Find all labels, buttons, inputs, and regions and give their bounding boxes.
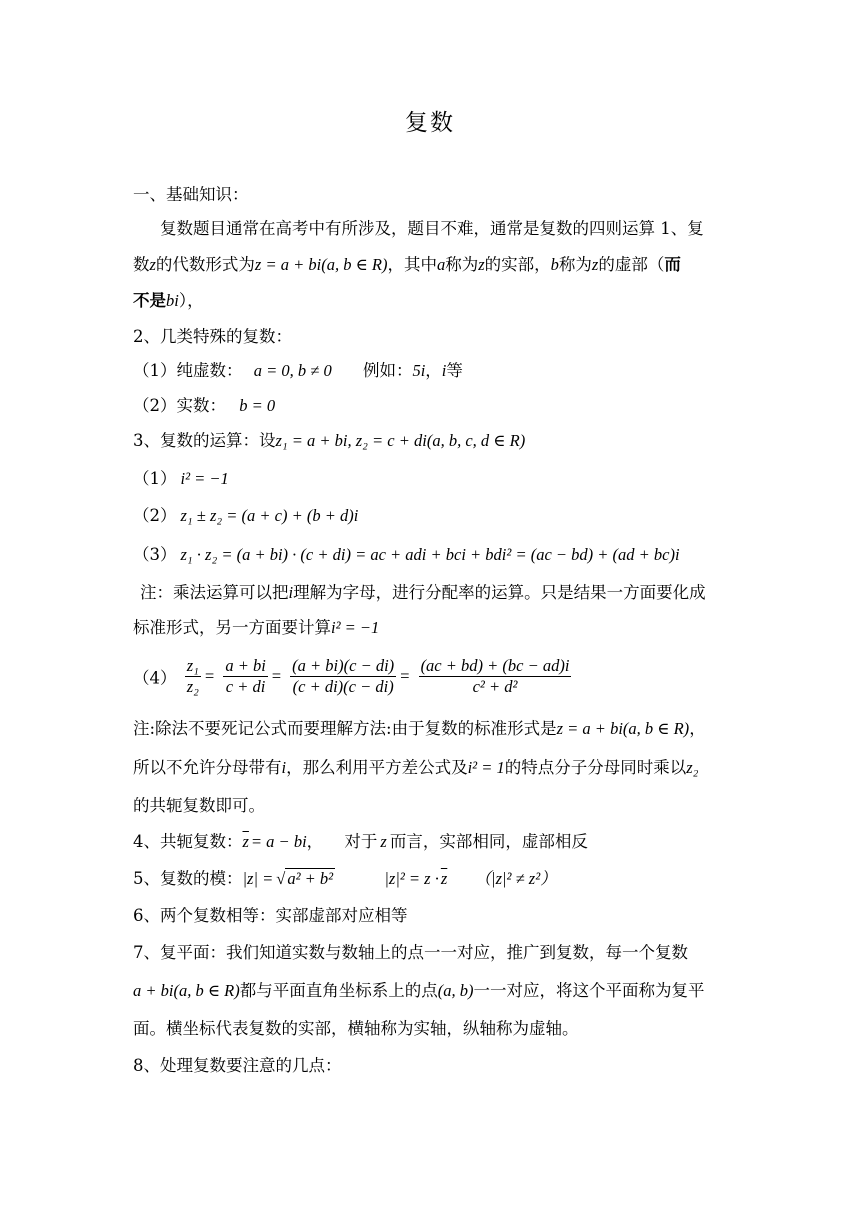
- complex-plane-line2: a + bi(a, b ∈ R)都与平面直角坐标系上的点(a, b)一一对应，将这个平面称为复平: [133, 981, 705, 1000]
- division-note-line1: 注:除法不要死记公式而要理解方法:由于复数的标准形式是z = a + bi(a, b ∈ R)，: [133, 719, 706, 738]
- pure-imaginary-item: （1）纯虚数： a = 0, b ≠ 0 例如：5i，i等: [133, 361, 463, 380]
- real-number-item: （2）实数： b = 0: [133, 396, 276, 415]
- operation-item-1: （1） i² = −1: [133, 469, 229, 488]
- complex-plane-line1: 7、复平面：我们知道实数与数轴上的点一一对应，推广到复数，每一个复数: [133, 943, 688, 962]
- section-heading-operations: 3、复数的运算：设z₁ = a + bi, z₂ = c + di(a, b, c, d ∈ R): [133, 431, 526, 450]
- section-heading-basics: 一、基础知识：: [133, 185, 249, 204]
- equality-section: 6、两个复数相等：实部虚部对应相等: [133, 906, 408, 925]
- fraction-division-result: $\frac{(ac + bd) + (bc - ad)i}{\text{c² + d²}}$: [420, 656, 570, 696]
- section-heading-notes: 8、处理复数要注意的几点：: [133, 1056, 342, 1075]
- multiplication-note-line2: 标准形式，另一方面要计算i² = −1: [133, 618, 380, 637]
- conjugate-section: 4、共轭复数：$\overline{z} = a$ − bi， 对于 z 而言，实部相同，虚部相反: [133, 832, 588, 851]
- multiplication-note-line1: 注：乘法运算可以把i理解为字母，进行分配率的运算。只是结果一方面要化成: [140, 583, 706, 602]
- modulus-section: 5、复数的模：|z| = √ a² + b² $|z|^2 = z \cdot \overline{z}$ （|z|² ≠ z²）: [133, 869, 557, 888]
- page-title: 复数: [405, 110, 455, 136]
- algebraic-form-formula: z = a + bi(a, b ∈ R): [254, 255, 388, 274]
- division-note-line2: 所以不允许分母带有i，那么利用平方差公式及i² = 1的特点分子分母同时乘以z₂: [133, 758, 699, 777]
- fraction-a-bi-over-c-di: $\frac{a + bi}{c + di}$: [225, 656, 266, 696]
- section-heading-special-numbers: 2、几类特殊的复数：: [133, 327, 292, 346]
- complex-plane-line3: 面。横坐标代表复数的实部，横轴称为实轴，纵轴称为虚轴。: [133, 1019, 579, 1038]
- operation-item-4-division: （4） $\frac{\text{z₁}}{\text{z₂}}$ = $\frac{a + bi}{c + di}$ = $\frac{(a + bi)(c - di)}{(c + di)(c - di)}$ = $\frac{(ac + bd) + (bc - ad)i}{\text{c² + d²}}$: [133, 656, 570, 696]
- intro-paragraph-line3: 不是bi），: [133, 291, 204, 310]
- operation-item-2: （2） z₁ ± z₂ = (a + c) + (b + d)i: [133, 506, 359, 525]
- fraction-conjugate-multiplication: $\frac{(a + bi)(c - di)}{(c + di)(c - di)}$: [292, 656, 395, 696]
- division-note-line3: 的共轭复数即可。: [133, 796, 265, 815]
- fraction-z1-over-z2: $\frac{\text{z₁}}{\text{z₂}}$: [186, 656, 199, 696]
- operation-item-3: （3） z₁ · z₂ = (a + bi) · (c + di) = ac + adi + bci + bdi² = (ac − bd) + (ad + bc)i: [133, 545, 680, 564]
- intro-paragraph-line1: 复数题目通常在高考中有所涉及，题目不难，通常是复数的四则运算 1、复: [160, 219, 704, 238]
- intro-paragraph-line2: 数z的代数形式为z = a + bi(a, b ∈ R)，其中a称为z的实部，b称为z的虚部（而: [133, 255, 681, 274]
